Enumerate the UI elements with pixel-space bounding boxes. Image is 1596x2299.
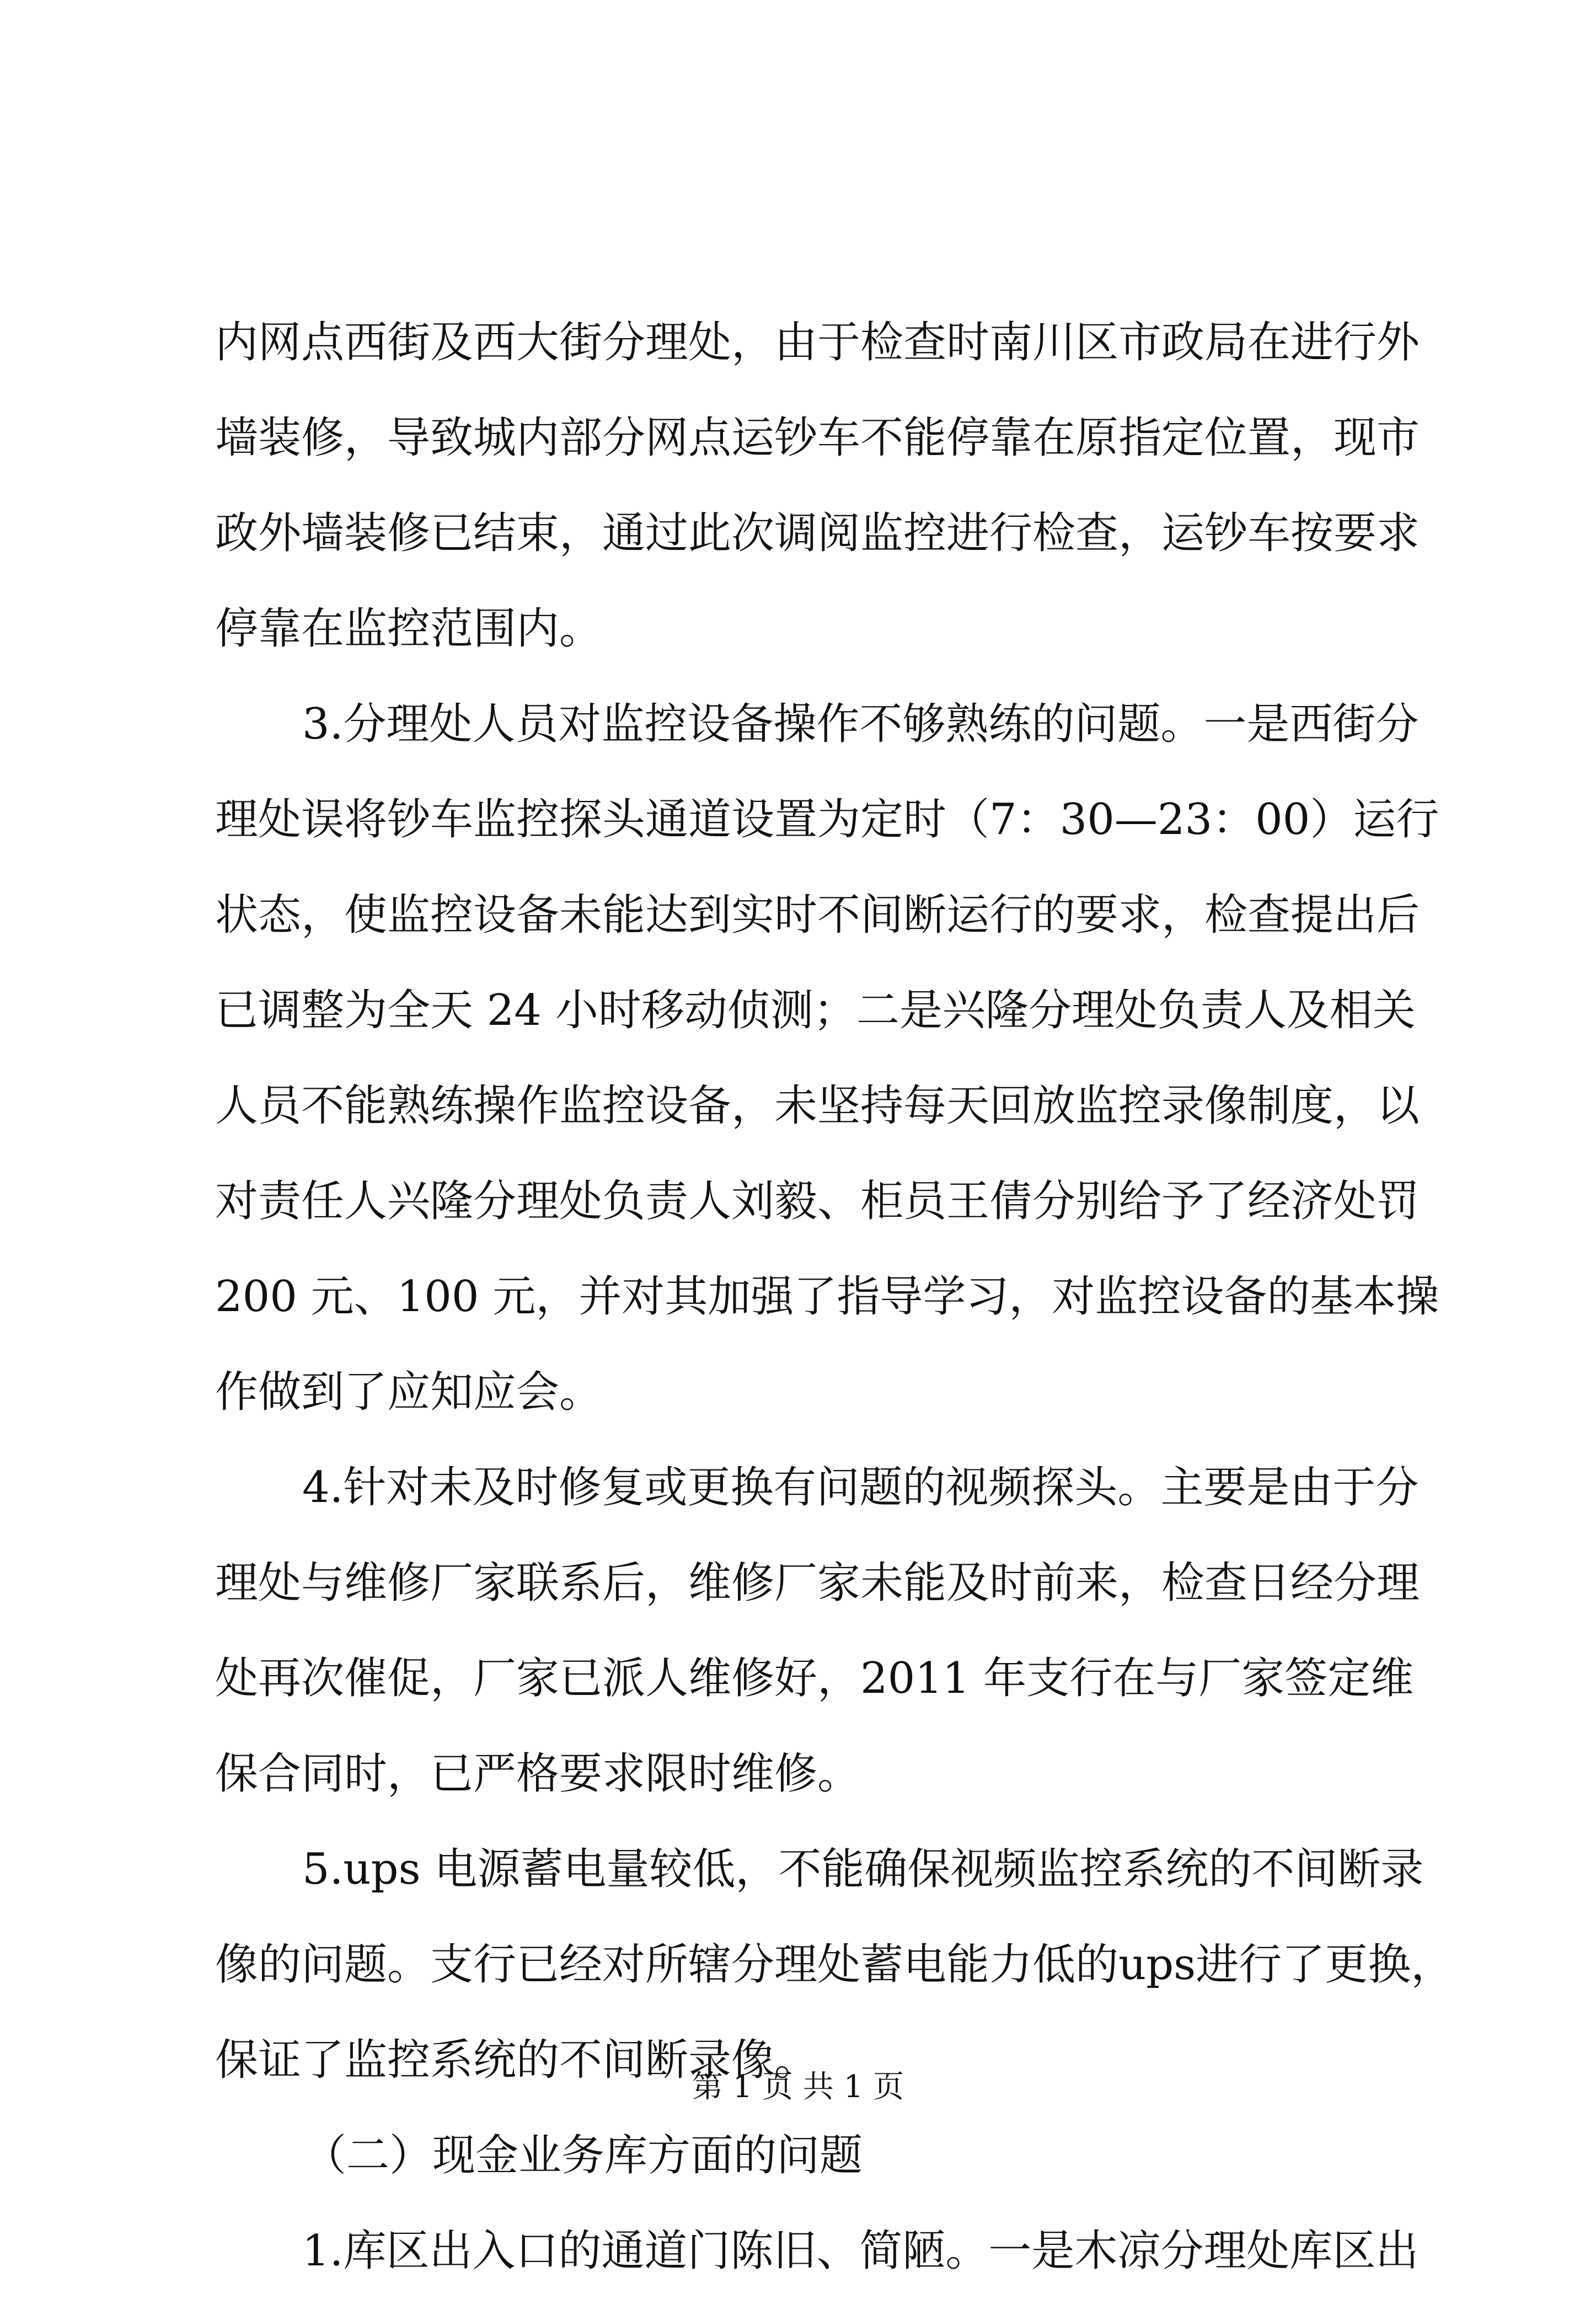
text-line: 墙装修，导致城内部分网点运钞车不能停靠在原指定位置，现市 [215,413,1420,463]
text-line: 作做到了应知应会。 [215,1367,603,1417]
text-line: 状态，使监控设备未能达到实时不间断运行的要求，检查提出后 [215,890,1420,940]
text-line: 1.库区出入口的通道门陈旧、简陋。一是木凉分理处库区出 [302,2226,1419,2276]
page-footer: 第 1 页 共 1 页 [692,2069,904,2105]
text-line: 5.ups 电源蓄电量较低，不能确保视频监控系统的不间断录 [302,1844,1424,1894]
text-line: 3.分理处人员对监控设备操作不够熟练的问题。一是西街分 [302,699,1419,749]
text-line: 人员不能熟练操作监控设备，未坚持每天回放监控录像制度，以 [215,1081,1420,1131]
text-line: 内网点西街及西大街分理处，由于检查时南川区市政局在进行外 [215,318,1420,367]
text-line: 保证了监控系统的不间断录像。 [215,2035,818,2085]
text-line: 对责任人兴隆分理处负责人刘毅、柜员王倩分别给予了经济处罚 [215,1177,1420,1226]
text-line: 停靠在监控范围内。 [215,604,603,654]
text-line: 处再次催促，厂家已派人维修好，2011 年支行在与厂家签定维 [215,1654,1414,1703]
text-line: 政外墙装修已结束，通过此次调阅监控进行检查，运钞车按要求 [215,509,1420,558]
text-line: 200 元、100 元，并对其加强了指导学习，对监控设备的基本操 [215,1272,1439,1322]
text-line: 保合同时，已严格要求限时维修。 [215,1749,861,1799]
text-line: 4.针对未及时修复或更换有问题的视频探头。主要是由于分 [302,1463,1419,1512]
text-line: 已调整为全天 24 小时移动侦测；二是兴隆分理处负责人及相关 [215,986,1416,1035]
section-heading: （二）现金业务库方面的问题 [303,2131,863,2180]
body-text [215,295,1454,2299]
text-line: 像的问题。支行已经对所辖分理处蓄电能力低的ups进行了更换， [215,1940,1454,1990]
text-line: 理处误将钞车监控探头通道设置为定时（7：30—23：00）运行 [215,795,1439,844]
text-line: 理处与维修厂家联系后，维修厂家未能及时前来，检查日经分理 [215,1558,1420,1608]
